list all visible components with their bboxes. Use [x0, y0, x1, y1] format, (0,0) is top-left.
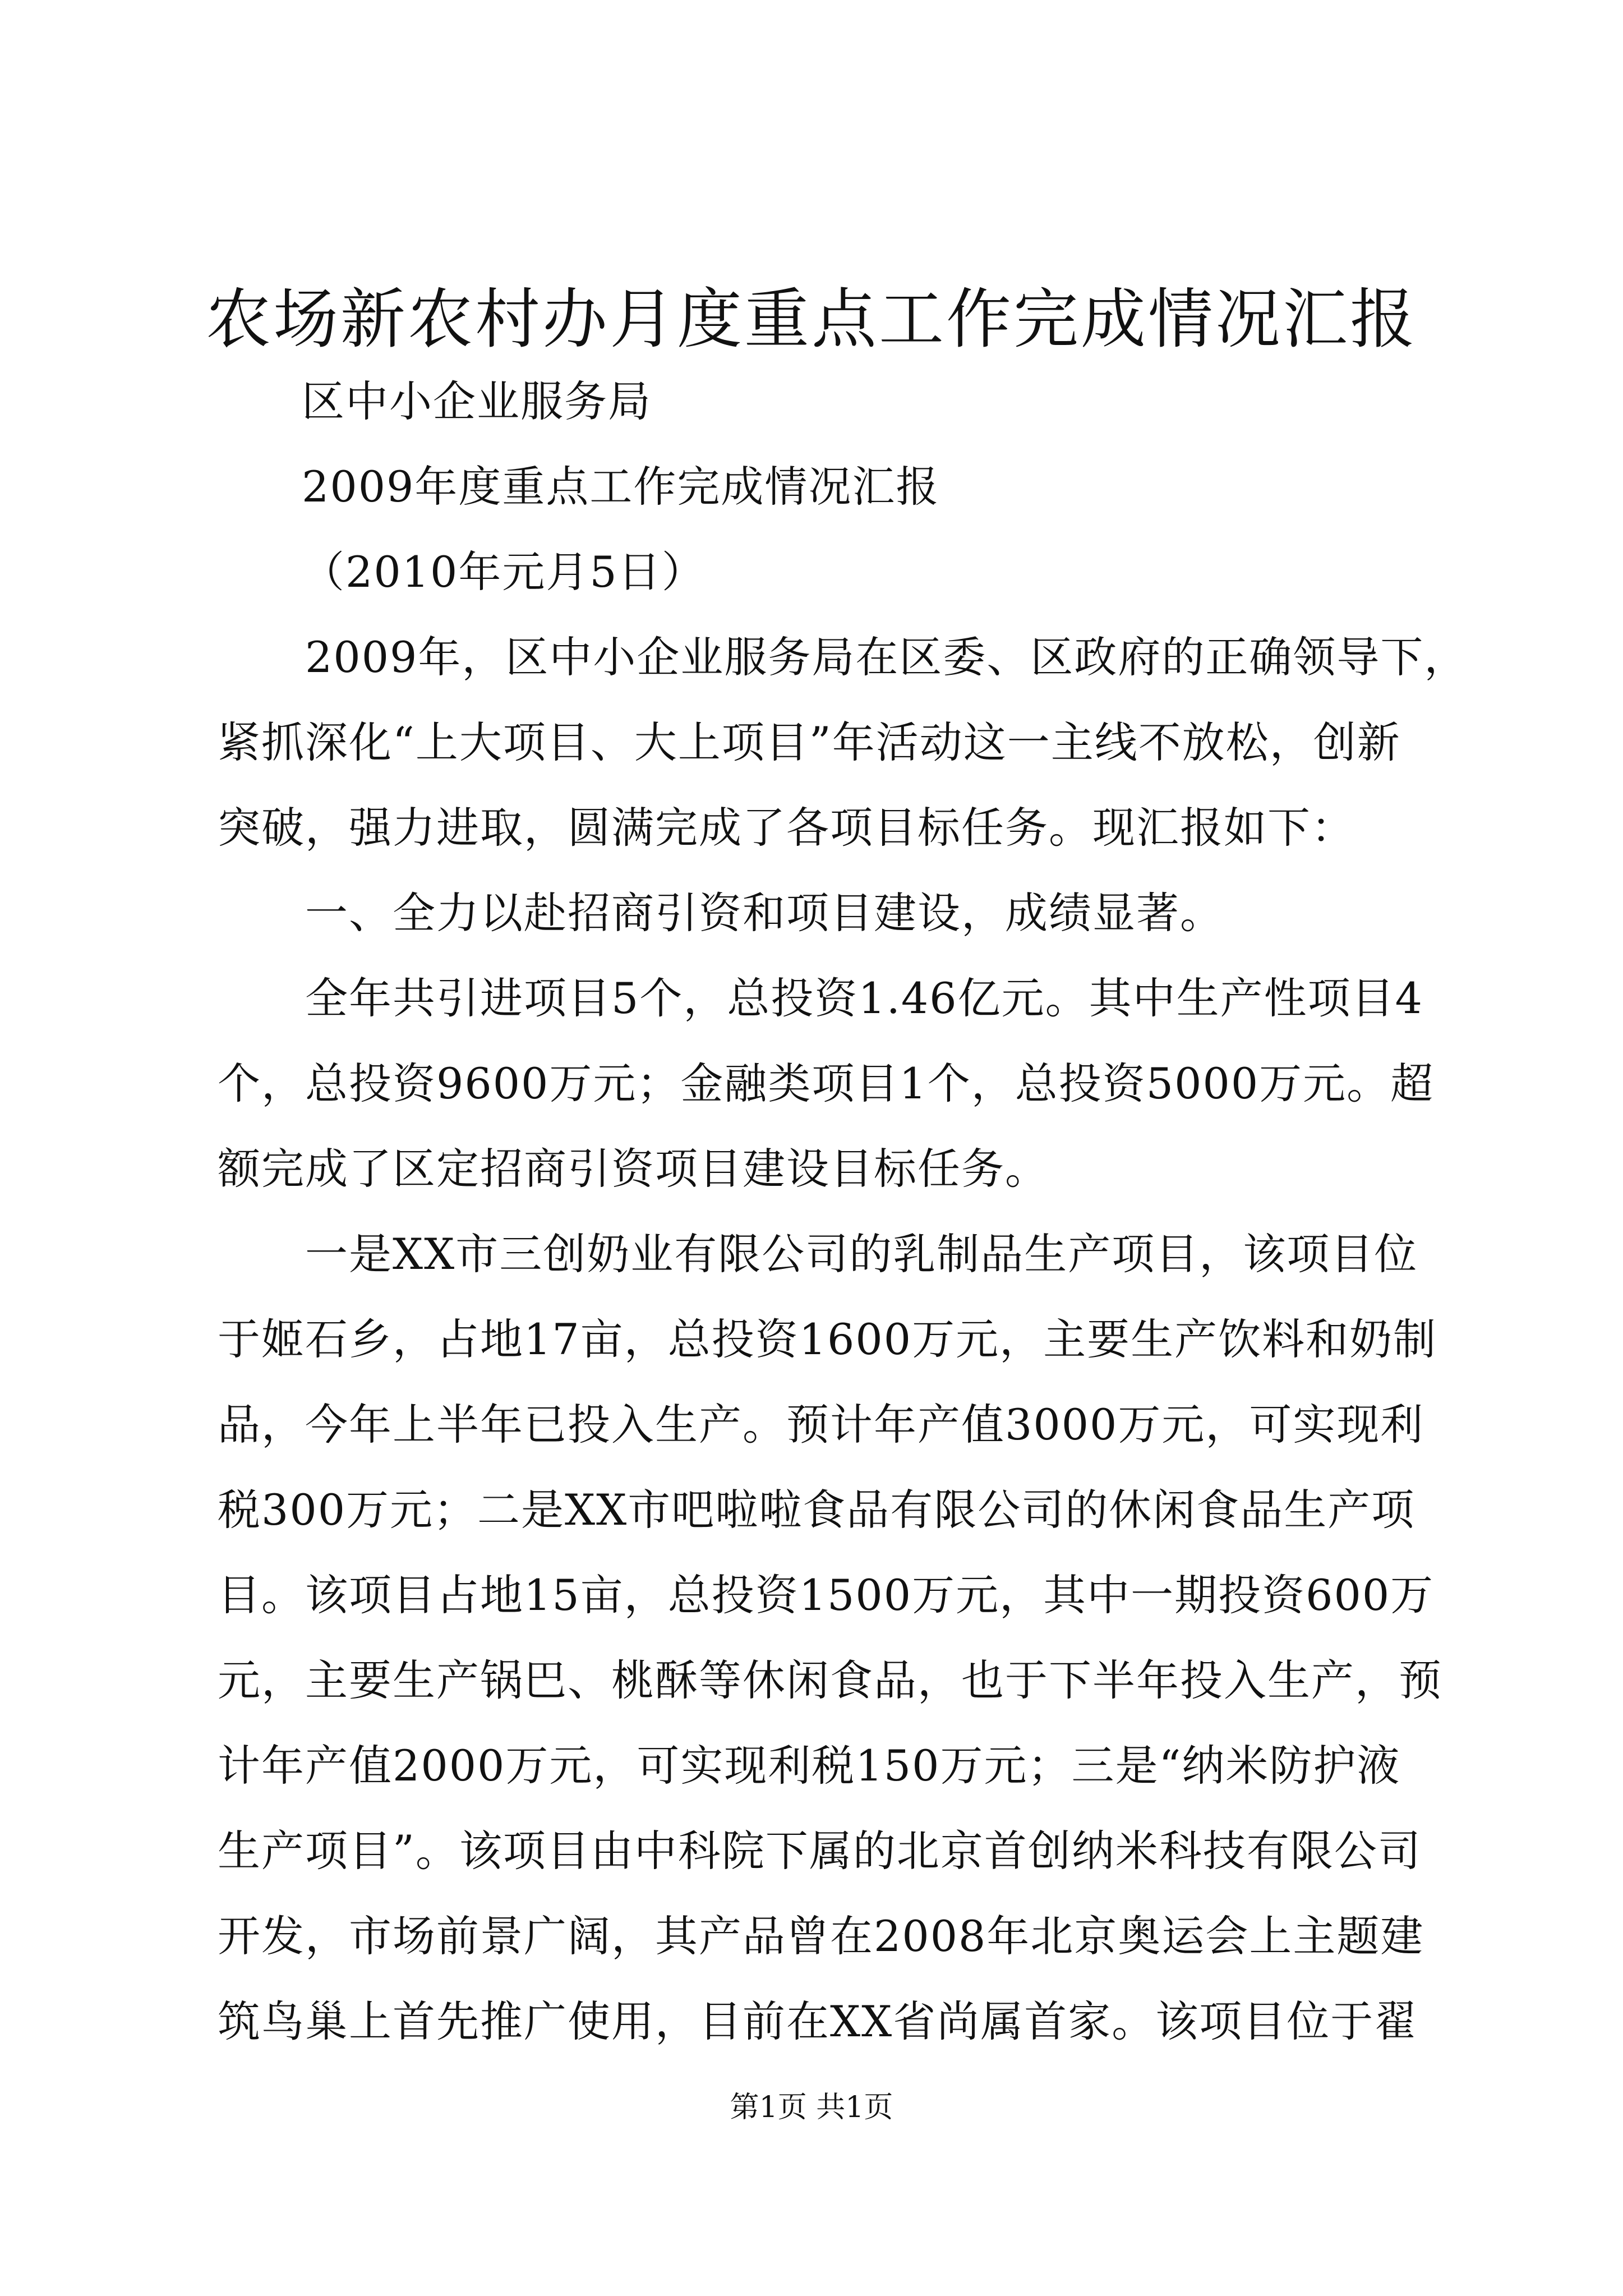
- body-line: 突破，强力进取，圆满完成了各项目标任务。现汇报如下：: [218, 803, 1355, 853]
- body-line: 计年产值2000万元，可实现利税150万元；三是“纳米防护液: [218, 1741, 1401, 1791]
- body-line: 额完成了区定招商引资项目建设目标任务。: [218, 1144, 1049, 1194]
- body-line: 目。该项目占地15亩，总投资1500万元，其中一期投资600万: [218, 1570, 1435, 1620]
- body-line: 个，总投资9600万元；金融类项目1个，总投资5000万元。超: [218, 1059, 1435, 1108]
- body-line: 元，主要生产锅巴、桃酥等休闲食品，也于下半年投入生产，预: [218, 1655, 1442, 1705]
- body-line: 一是XX市三创奶业有限公司的乳制品生产项目，该项目位: [305, 1229, 1418, 1279]
- page-title: 农场新农村办月度重点工作完成情况汇报: [206, 282, 1417, 357]
- body-line: 筑鸟巢上首先推广使用，目前在XX省尚属首家。该项目位于翟: [218, 1996, 1418, 2046]
- document-body: [218, 359, 1468, 2064]
- body-line: （2010年元月5日）: [302, 547, 706, 597]
- page-footer: 第1页 共1页: [730, 2091, 893, 2124]
- body-line: 品，今年上半年已投入生产。预计年产值3000万元，可实现利: [218, 1400, 1424, 1450]
- body-line: 全年共引进项目5个，总投资1.46亿元。其中生产性项目4: [305, 973, 1423, 1023]
- body-line: 一、全力以赴招商引资和项目建设，成绩显著。: [305, 888, 1224, 938]
- body-line: 区中小企业服务局: [302, 376, 652, 426]
- body-line: 开发，市场前景广阔，其产品曾在2008年北京奥运会上主题建: [218, 1911, 1424, 1961]
- body-line: 紧抓深化“上大项目、大上项目”年活动这一主线不放松，创新: [218, 717, 1401, 767]
- body-line: 生产项目”。该项目由中科院下属的北京首创纳米科技有限公司: [218, 1826, 1422, 1876]
- body-line: 于姬石乡，占地17亩，总投资1600万元，主要生产饮料和奶制: [218, 1314, 1437, 1364]
- body-line: 税300万元；二是XX市吧啦啦食品有限公司的休闲食品生产项: [218, 1485, 1415, 1535]
- body-line: 2009年，区中小企业服务局在区委、区政府的正确领导下，: [305, 632, 1468, 682]
- body-line: 2009年度重点工作完成情况汇报: [302, 462, 940, 512]
